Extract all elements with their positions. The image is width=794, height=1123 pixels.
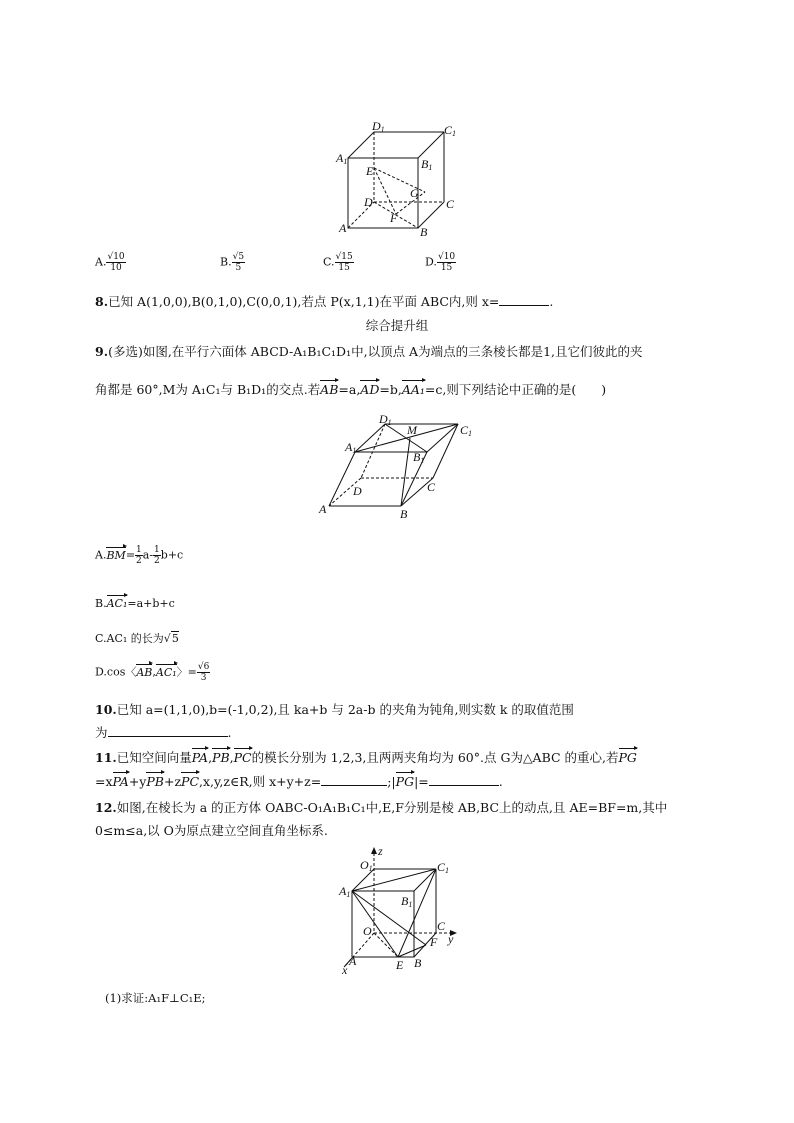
q12-line1: 12.如图,在棱长为 a 的正方体 OABC-O₁A₁B₁C₁中,E,F分别是棱 AB,BC上的动点,且 AE=BF=m,其中 (95, 800, 668, 815)
q9-label-C: C (427, 480, 436, 494)
q12-label-E: E (396, 958, 404, 972)
vector-aa1: AA₁ (401, 382, 425, 397)
q11-line1: 11.已知空间向量PA,PB,PC的模长分别为 1,2,3,且两两夹角均为 60°.点 G为△ABC 的重心,若PG (95, 750, 637, 765)
q12-label-B1: B1 (401, 894, 413, 909)
q7-option-b[interactable]: B. $\frac{√5}{5}$ (220, 252, 245, 273)
q12-subquestion-1: (1)求证:A₁F⊥C₁E; (105, 991, 206, 1005)
q12-label-A1: A1 (339, 884, 351, 899)
q7-label-C: C (446, 197, 455, 211)
q7-label-D: D (364, 195, 373, 209)
q7-label-G: G (410, 186, 419, 200)
q7-label-B: B (420, 225, 428, 239)
q11-line2: =xPA+yPB+zPC,x,y,z∈R,则 x+y+z= ;|PG|= . (95, 774, 503, 789)
q7-option-a[interactable]: A. $\frac{√10}{10}$ (95, 252, 125, 273)
q9-option-b[interactable]: B.AC₁=a+b+c (95, 597, 175, 610)
q12-label-B: B (414, 956, 422, 970)
q9-label-C1: C1 (460, 423, 473, 438)
q7-label-A: A (339, 221, 347, 235)
q10-answer-blank[interactable] (108, 736, 228, 737)
q12-label-A: A (349, 954, 357, 968)
q9-label-A1: A1 (345, 440, 357, 455)
q7-label-A1: A1 (336, 151, 348, 166)
q9-label-D: D (353, 484, 362, 498)
q9-parallelepiped-figure (315, 413, 480, 520)
q7-cube-figure (330, 118, 470, 243)
q10-text: 10.已知 a=(1,1,0),b=(-1,0,2),且 ka+b 与 2a-b 的夹角为钝角,则实数 k 的取值范围 (95, 702, 574, 717)
vector-ab: AB (320, 382, 339, 397)
q7-label-F: F (390, 211, 398, 225)
q7-label-E: E (366, 164, 374, 178)
section-title: 综合提升组 (365, 318, 429, 333)
q7-label-B1: B1 (421, 157, 433, 172)
q12-label-z: z (378, 845, 383, 858)
q9-label-D1: D1 (379, 413, 392, 427)
q9-label-B: B (400, 507, 408, 520)
q9-option-c[interactable]: C.AC₁ 的长为√5 (95, 632, 179, 645)
q12-label-C: C (437, 919, 446, 933)
q8-answer-blank[interactable] (499, 305, 549, 306)
q12-label-y: y (448, 932, 454, 946)
q9-option-d[interactable]: D.cos〈AB,AC₁〉= $\frac{√6}{3}$ (95, 662, 210, 683)
q9-label-M: M (407, 423, 417, 437)
q7-option-c[interactable]: C. $\frac{√15}{15}$ (323, 252, 353, 273)
q12-line2: 0≤m≤a,以 O为原点建立空间直角坐标系. (95, 823, 328, 838)
q9-label-A: A (319, 502, 327, 516)
q8-text: 8.已知 A(1,0,0),B(0,1,0),C(0,0,1),若点 P(x,1,1)在平面 ABC内,则 x= . (95, 294, 554, 309)
q9-line1: 9.(多选)如图,在平行六面体 ABCD-A₁B₁C₁D₁中,以顶点 A为端点的三条棱长都是1,且它们彼此的夹 (95, 344, 643, 359)
q12-label-F: F (430, 935, 438, 949)
vector-ad: AD (360, 382, 380, 397)
q7-label-D1: D1 (372, 119, 385, 134)
q9-line2: 角都是 60°,M为 A₁C₁与 B₁D₁的交点.若AB=a,AD=b,AA₁=c,则下列结论中正确的是( ) (95, 382, 607, 397)
q12-label-C1: C1 (437, 860, 450, 875)
q12-label-x: x (342, 963, 348, 975)
q10-line2: 为 . (95, 725, 232, 740)
q7-option-d[interactable]: D. $\frac{√10}{15}$ (425, 252, 456, 273)
q12-label-O: O (363, 924, 372, 938)
q11-answer-blank-1[interactable] (321, 785, 387, 786)
q9-label-B1: B1 (413, 450, 425, 465)
q12-cube-figure (330, 845, 465, 975)
q9-option-a[interactable]: A.BM= $\frac{1}{2}$ a- $\frac{1}{2}$ b+c (95, 545, 184, 566)
q11-answer-blank-2[interactable] (429, 785, 499, 786)
q12-label-O1: O1 (360, 858, 373, 873)
q7-label-C1: C1 (444, 123, 457, 138)
